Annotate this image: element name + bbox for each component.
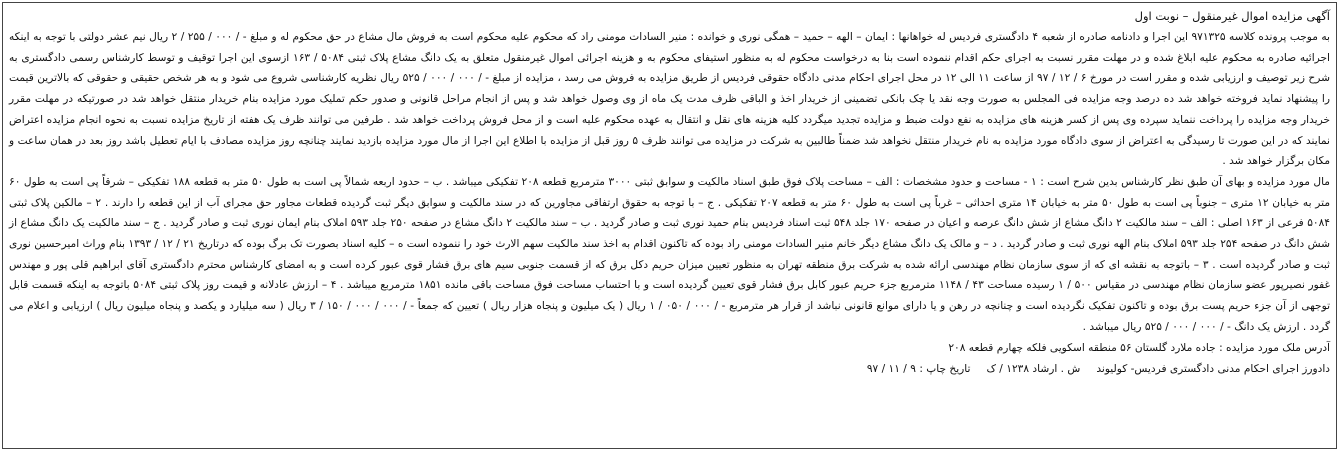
issuing-office: دادورز اجرای احکام مدنی دادگستری فردیس- کولیوند xyxy=(1096,362,1330,375)
notice-frame xyxy=(2,2,1337,449)
print-date: تاریخ چاپ : ۹ / ۱۱ / ۹۷ xyxy=(866,362,971,375)
notice-title: آگهی مزایده اموال غیرمنقول – نوبت اول xyxy=(1134,9,1330,23)
guidance-number: ش . ارشاد ۱۲۳۸ / ک xyxy=(986,362,1081,375)
notice-paragraph-property-description: مال مورد مزایده و بهای آن طبق نظر کارشناس بدین شرح است : ۱ - مساحت و حدود مشخصات : الف – مساحت پلاک فوق طبق اسناد مالکیت و سوابق ثبتی ۳۰۰۰ مترمربع قطعه ۲۰۸ تفکیکی میباشد . ب – حدود اربعه شمالاً پی است به طول ۵۰ متر به قطعه ۱۸۸ تفکیکی – شرقاً پی است به طول ۶۰ متر به خیابان ۱۲ متری – جنوباً پی است به طول ۵۰ متر به خیابان ۱۴ متری احداثی – غرباً پی است به طول ۶۰ متر به قطعه ۲۰۷ تفکیکی . ج – با توجه به حقوق ارتفاقی مجاورین که در سند مالکیت و سوابق دیگر ثبت گردیده قطعات مجاور حق مجرای آب از این قطعه را دارند . ۲ – مالکین پلاک ثبتی ۵۰۸۴ فرعی از ۱۶۳ اصلی : الف – سند مالکیت ۲ دانگ مشاع از شش دانگ عرصه و اعیان در صفحه ۱۷۰ جلد ۵۴۸ ثبت اسناد فردیس بنام حمید نوری ثبت و صادر گردید . ب – سند مالکیت ۲ دانگ مشاع در صفحه ۲۵۰ جلد ۵۹۳ املاک بنام ایمان نوری ثبت و صادر گردید . ج – سند مالکیت یک دانگ مشاع از شش دانگ در صفحه ۲۵۴ جلد ۵۹۳ املاک بنام الهه نوری ثبت و صادر گردید . د – و مالک یک دانگ مشاع دیگر خانم منیر السادات مومنی راد بوده که تاکنون اقدام به اخذ سند مالکیت سهم الارث خود را ننموده است ه – کلیه اسناد بصورت تک برگ بوده که درتاریخ ۲۱ / ۱۲ / ۱۳۹۳ بنام وراث امیرحسین نوری ثبت و صادر گردیده است . ۳ – باتوجه به نقشه ای که از سوی سازمان نظام مهندسی ارائه شده به شرکت برق منطقه تهران به منظور تعیین میزان حریم دکل برق که از قسمت جنوبی سیم های برق فشار قوی عبور کرده است و به امضای کارشناس محترم دادگستری آقای ابراهیم قلی پور و مهندس غفور نصیرپور عضو سازمان نظام مهندسی در مقیاس ۵۰۰ / ۱ رسیده مساحت ۴۳ / ۱۱۴۸ مترمربع جزء حریم عبور کابل برق فشار قوی تعیین گردیده است و با احتساب مساحت فوق مساحت باقی مانده ۱۸۵۱ مترمربع میباشد . ۴ – ارزش عادلانه و قیمت روز پلاک ثبتی ۵۰۸۴ باتوجه به اینکه قسمت قابل توجهی از آن جزء حریم پست برق بوده و تاکنون تفکیک نگردیده است و چنانچه در رهن و یا دارای موانع قانونی نباشد از قرار هر مترمربع - / ۰۰۰ / ۰۵۰ / ۱ ریال ( یک میلیون و پنجاه هزار ریال ) تعیین که جمعاً - / ۰۰۰ / ۰۰۰ / ۱۵۰ / ۳ ریال ( سه میلیارد و یکصد و پنجاه میلیون ریال ) ارزیابی و اعلام می گردد . ارزش یک دانگ - / ۰۰۰ / ۰۰۰ / ۵۲۵ ریال میباشد . xyxy=(9,175,1331,333)
property-address: آدرس ملک مورد مزایده : جاده ملارد گلستان ۵۶ منطقه اسکویی فلکه چهارم قطعه ۲۰۸ xyxy=(948,341,1330,354)
notice-footer xyxy=(9,359,1330,380)
notice-paragraph-auction-terms: به موجب پرونده کلاسه ۹۷۱۳۲۵ این اجرا و دادنامه صادره از شعبه ۴ دادگستری فردیس له خواهانها : ایمان – الهه – حمید – همگی نوری و خوانده : منیر السادات مومنی راد که محکوم علیه محکوم است به فروش مال مشاع در حق محکوم له و مبلغ - / ۰۰۰ / ۲۵۵ / ۲ ریال نیم عشر دولتی با توجه به اینکه اجرائیه صادره به محکوم علیه ابلاغ شده و در مهلت مقرر نسبت به اجرای حکم اقدام ننموده است بنا به درخواست محکوم له به منظور استیفای محکوم به و هزینه اجرائی اموال غیرمنقول متعلق به یک دانگ مشاع پلاک ثبتی ۵۰۸۴ / ۱۶۳ ازسوی این اجرا توقیف و توسط کارشناس رسمی دادگستری به شرح زیر توصیف و ارزیابی شده و مقرر است در مورخ ۶ / ۱۲ / ۹۷ از ساعت ۱۱ الی ۱۲ در محل اجرای احکام مدنی دادگاه حقوقی فردیس از طریق مزایده به فروش می رسد ، مزایده از مبلغ - / ۰۰۰ / ۰۰۰ / ۵۲۵ ریال نظریه کارشناسی شروع می شود و به هر شخص حقیقی و حقوقی که بالاترین قیمت را پیشنهاد نماید فروخته خواهد شد ده درصد وجه مزایده فی المجلس به صورت وجه نقد یا چک بانکی تضمینی از خریدار اخذ و الباقی ظرف مدت یک ماه از وی وصول خواهد شد و پس از انجام مراحل قانونی و صدور حکم تملیک مورد مزایده بنام خریدار منتقل خواهد شد در صورتیکه در مهلت مقرر خریدار وجه مزایده را پرداخت ننماید سپرده وی پس از کسر هزینه های مزایده به نفع دولت ضبط و مزایده تجدید میگردد کلیه هزینه های نقل و انتقال به عهده محکوم علیه است و از محل فروش پرداخت خواهد شد . طرفین می توانند ظرف یک هفته از تاریخ مزایده نسبت به نحوه انجام مزایده اعتراض نمایند که در این صورت تا رسیدگی به اعتراض از سوی دادگاه مورد مزایده به نام خریدار منتقل نخواهد شد ضمناً طالبین به شرکت در مزایده می توانند ظرف ۵ روز قبل از مزایده با اطلاع این اجرا از مال مورد مزایده بازدید نمایند چنانچه روز مزایده مصادف با ایام تعطیل باشد روز بعد در همان ساعت و مکان برگزار خواهد شد . xyxy=(9,31,1331,168)
